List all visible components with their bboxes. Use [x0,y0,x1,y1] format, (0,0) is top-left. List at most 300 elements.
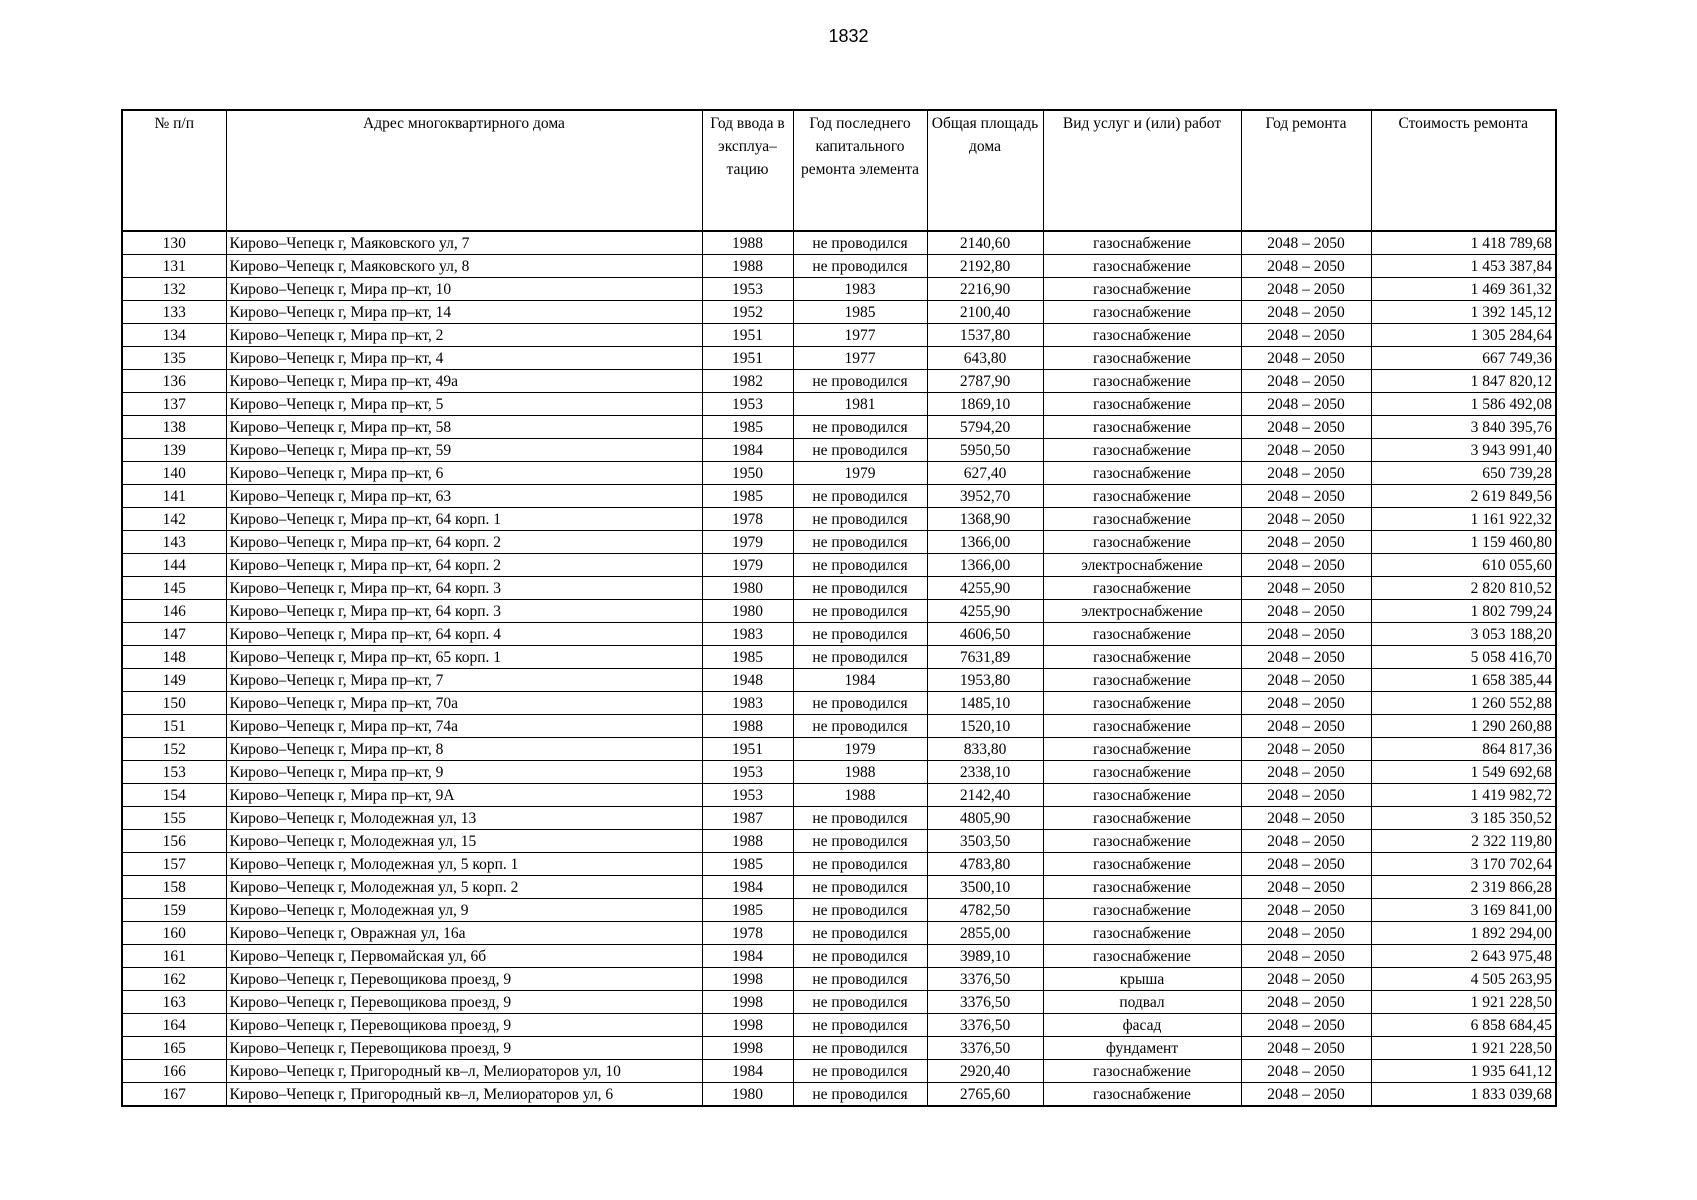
cell-cost: 1 921 228,50 [1371,1037,1556,1060]
cell-num: 143 [122,531,226,554]
repair-registry-table [121,109,1557,1107]
cell-num: 148 [122,646,226,669]
cell-area: 1485,10 [927,692,1043,715]
cell-cost: 1 935 641,12 [1371,1060,1556,1083]
table-row [122,738,1556,761]
cell-service: газоснабжение [1043,807,1241,830]
table-row [122,600,1556,623]
cell-last-repair: 1977 [793,324,927,347]
cell-repair-years: 2048 – 2050 [1241,347,1371,370]
cell-num: 139 [122,439,226,462]
cell-last-repair: не проводился [793,370,927,393]
cell-service: газоснабжение [1043,255,1241,278]
cell-address: Кирово–Чепецк г, Мира пр–кт, 2 [226,324,702,347]
cell-address: Кирово–Чепецк г, Мира пр–кт, 7 [226,669,702,692]
cell-address: Кирово–Чепецк г, Перевощикова проезд, 9 [226,991,702,1014]
cell-address: Кирово–Чепецк г, Перевощикова проезд, 9 [226,1014,702,1037]
cell-year-built: 1980 [702,577,793,600]
cell-last-repair: не проводился [793,554,927,577]
cell-area: 3376,50 [927,1037,1043,1060]
cell-last-repair: 1979 [793,738,927,761]
cell-service: газоснабжение [1043,324,1241,347]
cell-service: газоснабжение [1043,508,1241,531]
cell-last-repair: 1981 [793,393,927,416]
cell-area: 1366,00 [927,531,1043,554]
table-row [122,784,1556,807]
cell-address: Кирово–Чепецк г, Овражная ул, 16а [226,922,702,945]
cell-cost: 667 749,36 [1371,347,1556,370]
header-repair-years: Год ремонта [1241,110,1371,231]
cell-service: газоснабжение [1043,393,1241,416]
cell-area: 4783,80 [927,853,1043,876]
cell-last-repair: не проводился [793,600,927,623]
cell-area: 3952,70 [927,485,1043,508]
cell-cost: 3 053 188,20 [1371,623,1556,646]
cell-area: 4255,90 [927,600,1043,623]
cell-last-repair: не проводился [793,876,927,899]
table-body [122,231,1556,1106]
cell-num: 135 [122,347,226,370]
cell-service: электроснабжение [1043,600,1241,623]
table-row [122,577,1556,600]
cell-last-repair: не проводился [793,255,927,278]
cell-area: 833,80 [927,738,1043,761]
cell-year-built: 1985 [702,485,793,508]
cell-address: Кирово–Чепецк г, Молодежная ул, 15 [226,830,702,853]
table-row [122,830,1556,853]
table-row [122,462,1556,485]
cell-last-repair: не проводился [793,646,927,669]
cell-year-built: 1987 [702,807,793,830]
cell-num: 150 [122,692,226,715]
cell-address: Кирово–Чепецк г, Молодежная ул, 5 корп. 2 [226,876,702,899]
cell-year-built: 1982 [702,370,793,393]
cell-num: 144 [122,554,226,577]
cell-num: 152 [122,738,226,761]
cell-num: 165 [122,1037,226,1060]
cell-cost: 1 418 789,68 [1371,231,1556,255]
cell-year-built: 1980 [702,1083,793,1107]
cell-repair-years: 2048 – 2050 [1241,646,1371,669]
cell-repair-years: 2048 – 2050 [1241,439,1371,462]
cell-area: 1953,80 [927,669,1043,692]
cell-last-repair: не проводился [793,945,927,968]
cell-cost: 3 170 702,64 [1371,853,1556,876]
cell-year-built: 1998 [702,968,793,991]
cell-cost: 1 453 387,84 [1371,255,1556,278]
header-year-built: Год ввода в эксплуа–тацию [702,110,793,231]
cell-area: 3376,50 [927,1014,1043,1037]
cell-year-built: 1953 [702,278,793,301]
cell-year-built: 1951 [702,738,793,761]
cell-cost: 1 892 294,00 [1371,922,1556,945]
cell-num: 160 [122,922,226,945]
cell-year-built: 1979 [702,531,793,554]
cell-address: Кирово–Чепецк г, Пригородный кв–л, Мелиораторов ул, 10 [226,1060,702,1083]
cell-num: 163 [122,991,226,1014]
table-row [122,1060,1556,1083]
cell-repair-years: 2048 – 2050 [1241,278,1371,301]
cell-repair-years: 2048 – 2050 [1241,416,1371,439]
cell-repair-years: 2048 – 2050 [1241,462,1371,485]
cell-last-repair: не проводился [793,715,927,738]
cell-area: 7631,89 [927,646,1043,669]
table-row [122,692,1556,715]
cell-address: Кирово–Чепецк г, Мира пр–кт, 4 [226,347,702,370]
cell-cost: 1 847 820,12 [1371,370,1556,393]
cell-repair-years: 2048 – 2050 [1241,899,1371,922]
cell-year-built: 1951 [702,324,793,347]
table-row [122,715,1556,738]
cell-service: крыша [1043,968,1241,991]
cell-cost: 1 159 460,80 [1371,531,1556,554]
cell-year-built: 1988 [702,715,793,738]
cell-year-built: 1983 [702,692,793,715]
cell-area: 2142,40 [927,784,1043,807]
table-row [122,1014,1556,1037]
cell-address: Кирово–Чепецк г, Мира пр–кт, 58 [226,416,702,439]
cell-area: 5794,20 [927,416,1043,439]
cell-address: Кирово–Чепецк г, Мира пр–кт, 6 [226,462,702,485]
cell-cost: 1 161 922,32 [1371,508,1556,531]
cell-num: 142 [122,508,226,531]
cell-cost: 1 305 284,64 [1371,324,1556,347]
cell-num: 149 [122,669,226,692]
cell-address: Кирово–Чепецк г, Мира пр–кт, 9 [226,761,702,784]
cell-num: 130 [122,231,226,255]
cell-address: Кирово–Чепецк г, Молодежная ул, 9 [226,899,702,922]
cell-num: 155 [122,807,226,830]
cell-last-repair: не проводился [793,1037,927,1060]
cell-repair-years: 2048 – 2050 [1241,807,1371,830]
cell-address: Кирово–Чепецк г, Мира пр–кт, 74а [226,715,702,738]
cell-address: Кирово–Чепецк г, Маяковского ул, 8 [226,255,702,278]
table-row [122,968,1556,991]
cell-cost: 1 921 228,50 [1371,991,1556,1014]
cell-num: 134 [122,324,226,347]
cell-address: Кирово–Чепецк г, Мира пр–кт, 59 [226,439,702,462]
cell-last-repair: не проводился [793,531,927,554]
table-row [122,761,1556,784]
cell-area: 2855,00 [927,922,1043,945]
cell-num: 140 [122,462,226,485]
table-row [122,669,1556,692]
cell-repair-years: 2048 – 2050 [1241,577,1371,600]
cell-last-repair: не проводился [793,485,927,508]
cell-year-built: 1953 [702,761,793,784]
cell-service: газоснабжение [1043,462,1241,485]
cell-area: 2140,60 [927,231,1043,255]
cell-repair-years: 2048 – 2050 [1241,393,1371,416]
cell-year-built: 1984 [702,439,793,462]
header-area: Общая площадь дома [927,110,1043,231]
cell-address: Кирово–Чепецк г, Мира пр–кт, 64 корп. 3 [226,600,702,623]
table-row [122,1037,1556,1060]
cell-year-built: 1978 [702,508,793,531]
cell-cost: 2 820 810,52 [1371,577,1556,600]
cell-service: подвал [1043,991,1241,1014]
cell-cost: 650 739,28 [1371,462,1556,485]
cell-area: 4255,90 [927,577,1043,600]
cell-num: 162 [122,968,226,991]
table-row [122,1083,1556,1107]
cell-repair-years: 2048 – 2050 [1241,830,1371,853]
cell-address: Кирово–Чепецк г, Маяковского ул, 7 [226,231,702,255]
table-row [122,531,1556,554]
cell-service: газоснабжение [1043,646,1241,669]
cell-repair-years: 2048 – 2050 [1241,922,1371,945]
cell-repair-years: 2048 – 2050 [1241,231,1371,255]
cell-repair-years: 2048 – 2050 [1241,738,1371,761]
cell-num: 157 [122,853,226,876]
table-row [122,324,1556,347]
cell-repair-years: 2048 – 2050 [1241,1014,1371,1037]
cell-address: Кирово–Чепецк г, Мира пр–кт, 49а [226,370,702,393]
cell-area: 4782,50 [927,899,1043,922]
table-row [122,899,1556,922]
table-row [122,301,1556,324]
cell-cost: 610 055,60 [1371,554,1556,577]
table-row [122,278,1556,301]
cell-service: газоснабжение [1043,577,1241,600]
cell-num: 133 [122,301,226,324]
cell-last-repair: 1984 [793,669,927,692]
cell-year-built: 1985 [702,853,793,876]
cell-cost: 4 505 263,95 [1371,968,1556,991]
cell-service: электроснабжение [1043,554,1241,577]
cell-num: 131 [122,255,226,278]
cell-cost: 2 643 975,48 [1371,945,1556,968]
cell-year-built: 1998 [702,1037,793,1060]
cell-last-repair: не проводился [793,692,927,715]
cell-year-built: 1978 [702,922,793,945]
cell-year-built: 1998 [702,1014,793,1037]
cell-num: 145 [122,577,226,600]
cell-service: газоснабжение [1043,784,1241,807]
cell-address: Кирово–Чепецк г, Пригородный кв–л, Мелиораторов ул, 6 [226,1083,702,1107]
table-row [122,554,1556,577]
cell-cost: 1 392 145,12 [1371,301,1556,324]
cell-repair-years: 2048 – 2050 [1241,761,1371,784]
table-row [122,807,1556,830]
cell-num: 138 [122,416,226,439]
cell-cost: 1 658 385,44 [1371,669,1556,692]
cell-year-built: 1953 [702,393,793,416]
cell-cost: 6 858 684,45 [1371,1014,1556,1037]
table-row [122,439,1556,462]
cell-year-built: 1952 [702,301,793,324]
cell-service: газоснабжение [1043,738,1241,761]
cell-address: Кирово–Чепецк г, Мира пр–кт, 5 [226,393,702,416]
cell-service: газоснабжение [1043,876,1241,899]
cell-address: Кирово–Чепецк г, Первомайская ул, 6б [226,945,702,968]
cell-repair-years: 2048 – 2050 [1241,1083,1371,1107]
header-address: Адрес многоквартирного дома [226,110,702,231]
cell-service: газоснабжение [1043,853,1241,876]
cell-last-repair: не проводился [793,1083,927,1107]
cell-last-repair: не проводился [793,807,927,830]
cell-year-built: 1984 [702,876,793,899]
cell-year-built: 1979 [702,554,793,577]
cell-repair-years: 2048 – 2050 [1241,485,1371,508]
cell-address: Кирово–Чепецк г, Мира пр–кт, 64 корп. 1 [226,508,702,531]
cell-cost: 1 469 361,32 [1371,278,1556,301]
cell-num: 161 [122,945,226,968]
cell-cost: 2 619 849,56 [1371,485,1556,508]
cell-address: Кирово–Чепецк г, Мира пр–кт, 63 [226,485,702,508]
cell-area: 643,80 [927,347,1043,370]
cell-cost: 1 549 692,68 [1371,761,1556,784]
cell-area: 3503,50 [927,830,1043,853]
cell-address: Кирово–Чепецк г, Перевощикова проезд, 9 [226,968,702,991]
cell-num: 146 [122,600,226,623]
cell-service: фасад [1043,1014,1241,1037]
cell-service: газоснабжение [1043,301,1241,324]
cell-num: 151 [122,715,226,738]
cell-year-built: 1984 [702,1060,793,1083]
cell-area: 3989,10 [927,945,1043,968]
table-row [122,945,1556,968]
cell-cost: 2 322 119,80 [1371,830,1556,853]
cell-address: Кирово–Чепецк г, Молодежная ул, 5 корп. 1 [226,853,702,876]
table-row [122,485,1556,508]
cell-service: газоснабжение [1043,370,1241,393]
cell-last-repair: не проводился [793,1060,927,1083]
cell-area: 2787,90 [927,370,1043,393]
table-row [122,991,1556,1014]
header-row [122,110,1556,231]
cell-repair-years: 2048 – 2050 [1241,876,1371,899]
cell-year-built: 1985 [702,416,793,439]
cell-service: газоснабжение [1043,669,1241,692]
cell-repair-years: 2048 – 2050 [1241,968,1371,991]
cell-area: 1869,10 [927,393,1043,416]
cell-area: 2100,40 [927,301,1043,324]
cell-service: газоснабжение [1043,278,1241,301]
cell-area: 2216,90 [927,278,1043,301]
cell-area: 627,40 [927,462,1043,485]
cell-area: 1520,10 [927,715,1043,738]
cell-last-repair: не проводился [793,623,927,646]
cell-cost: 864 817,36 [1371,738,1556,761]
cell-cost: 5 058 416,70 [1371,646,1556,669]
cell-year-built: 1988 [702,830,793,853]
cell-cost: 3 169 841,00 [1371,899,1556,922]
cell-service: газоснабжение [1043,1060,1241,1083]
cell-service: газоснабжение [1043,922,1241,945]
table-row [122,623,1556,646]
cell-cost: 1 260 552,88 [1371,692,1556,715]
cell-year-built: 1985 [702,899,793,922]
cell-address: Кирово–Чепецк г, Мира пр–кт, 10 [226,278,702,301]
table-row [122,416,1556,439]
cell-repair-years: 2048 – 2050 [1241,301,1371,324]
cell-repair-years: 2048 – 2050 [1241,600,1371,623]
cell-area: 3376,50 [927,991,1043,1014]
cell-repair-years: 2048 – 2050 [1241,623,1371,646]
table-row [122,347,1556,370]
cell-year-built: 1950 [702,462,793,485]
cell-service: газоснабжение [1043,231,1241,255]
cell-service: газоснабжение [1043,485,1241,508]
cell-repair-years: 2048 – 2050 [1241,255,1371,278]
cell-year-built: 1985 [702,646,793,669]
cell-last-repair: 1988 [793,761,927,784]
cell-num: 159 [122,899,226,922]
cell-address: Кирово–Чепецк г, Мира пр–кт, 9А [226,784,702,807]
cell-num: 167 [122,1083,226,1107]
table-row [122,922,1556,945]
cell-last-repair: 1985 [793,301,927,324]
cell-last-repair: не проводился [793,231,927,255]
cell-area: 4606,50 [927,623,1043,646]
cell-repair-years: 2048 – 2050 [1241,1037,1371,1060]
cell-area: 2920,40 [927,1060,1043,1083]
page-number: 1832 [828,26,869,46]
cell-num: 132 [122,278,226,301]
cell-repair-years: 2048 – 2050 [1241,370,1371,393]
cell-cost: 3 185 350,52 [1371,807,1556,830]
cell-service: газоснабжение [1043,899,1241,922]
cell-num: 158 [122,876,226,899]
cell-area: 1368,90 [927,508,1043,531]
cell-cost: 1 290 260,88 [1371,715,1556,738]
cell-repair-years: 2048 – 2050 [1241,669,1371,692]
cell-last-repair: не проводился [793,853,927,876]
cell-last-repair: 1988 [793,784,927,807]
cell-address: Кирово–Чепецк г, Перевощикова проезд, 9 [226,1037,702,1060]
table-row [122,255,1556,278]
cell-num: 156 [122,830,226,853]
cell-address: Кирово–Чепецк г, Мира пр–кт, 65 корп. 1 [226,646,702,669]
cell-repair-years: 2048 – 2050 [1241,554,1371,577]
cell-service: газоснабжение [1043,945,1241,968]
cell-last-repair: не проводился [793,899,927,922]
cell-cost: 1 419 982,72 [1371,784,1556,807]
cell-year-built: 1988 [702,231,793,255]
cell-cost: 1 833 039,68 [1371,1083,1556,1107]
cell-year-built: 1988 [702,255,793,278]
cell-year-built: 1980 [702,600,793,623]
cell-area: 4805,90 [927,807,1043,830]
table-row [122,646,1556,669]
cell-year-built: 1984 [702,945,793,968]
cell-last-repair: не проводился [793,991,927,1014]
cell-repair-years: 2048 – 2050 [1241,715,1371,738]
cell-cost: 3 943 991,40 [1371,439,1556,462]
cell-service: фундамент [1043,1037,1241,1060]
cell-year-built: 1953 [702,784,793,807]
cell-repair-years: 2048 – 2050 [1241,531,1371,554]
cell-service: газоснабжение [1043,830,1241,853]
cell-area: 3500,10 [927,876,1043,899]
cell-year-built: 1948 [702,669,793,692]
cell-repair-years: 2048 – 2050 [1241,508,1371,531]
cell-service: газоснабжение [1043,761,1241,784]
header-last-repair: Год последнего капитального ремонта элемента [793,110,927,231]
cell-repair-years: 2048 – 2050 [1241,945,1371,968]
cell-area: 5950,50 [927,439,1043,462]
cell-address: Кирово–Чепецк г, Мира пр–кт, 14 [226,301,702,324]
cell-num: 136 [122,370,226,393]
cell-last-repair: не проводился [793,922,927,945]
cell-service: газоснабжение [1043,416,1241,439]
cell-service: газоснабжение [1043,347,1241,370]
cell-area: 2338,10 [927,761,1043,784]
header-service: Вид услуг и (или) работ [1043,110,1241,231]
cell-repair-years: 2048 – 2050 [1241,1060,1371,1083]
cell-last-repair: 1979 [793,462,927,485]
